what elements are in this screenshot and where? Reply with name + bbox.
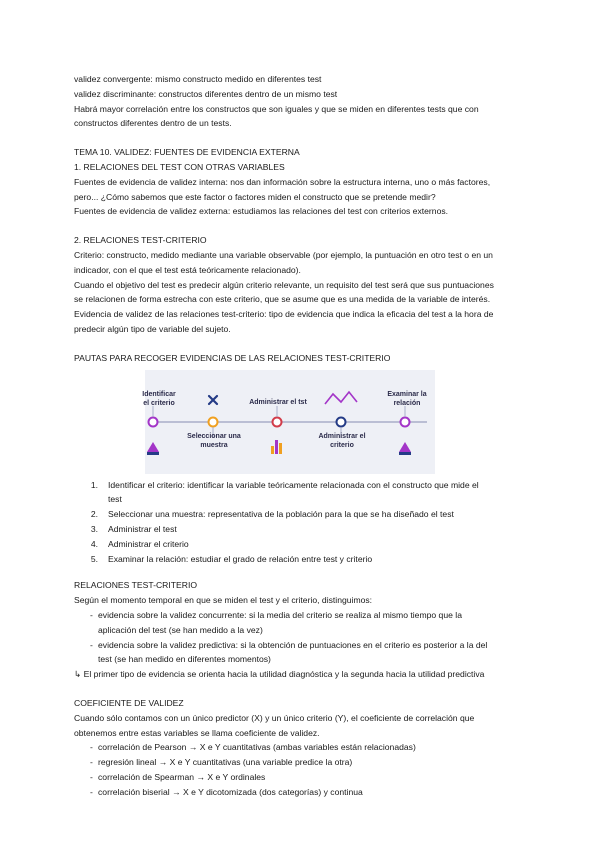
list-item: - correlación de Spearman → X e Y ordinales [90, 771, 266, 782]
list-item: - evidencia sobre la validez concurrente: si la media del criterio se realiza al mismo tiempo que la aplicación del test (se han medido a la vez) [90, 609, 462, 635]
text-line: indicador, con el que el test está teóricamente relacionado). [74, 264, 301, 275]
triangle-icon [147, 442, 159, 455]
text-line: predecir algún tipo de variable del sujeto. [74, 323, 231, 334]
section-heading: 1. RELACIONES DEL TEST CON OTRAS VARIABLES [74, 161, 285, 172]
list-item: 2. Seleccionar una muestra: representativa de la población para la que se ha diseñado el test [90, 509, 454, 520]
text-line: validez discriminante: constructos diferentes dentro de un mismo test [74, 88, 338, 99]
text-line: Fuentes de evidencia de validez interna: nos dan información sobre la estructura interna, uno o más factores, [74, 176, 491, 187]
text-line: validez convergente: mismo constructo medido en diferentes test [74, 74, 322, 84]
step4-node [337, 417, 346, 426]
text-line: Según el momento temporal en que se miden el test y el criterio, distinguimos: [74, 595, 373, 606]
step1-label: Identificar el criterio [142, 390, 176, 407]
section-heading: PAUTAS PARA RECOGER EVIDENCIAS DE LAS RELACIONES TEST-CRITERIO [74, 352, 391, 363]
list-item: - regresión lineal → X e Y cuantitativas (una variable predice la otra) [90, 757, 353, 768]
text-line: Cuando sólo contamos con un único predictor (X) y un único criterio (Y), el coeficiente de correlación que [74, 712, 475, 723]
step2-node [209, 417, 218, 426]
list-item: 4. Administrar el criterio [90, 538, 189, 549]
step5-node [401, 417, 410, 426]
bullet-list [74, 608, 534, 667]
step1-node [149, 417, 158, 426]
bar-chart-icon [271, 440, 282, 454]
steps-list [74, 478, 534, 567]
process-timeline-graphic [145, 370, 435, 474]
step3-node [273, 417, 282, 426]
list-item: - evidencia sobre la validez predictiva: si la obtención de puntuaciones en el criterio es posterior a la del test (se han medido en diferentes momentos) [90, 639, 488, 665]
text-line: obtenemos entre estas variables se llama coeficiente de validez. [74, 727, 320, 738]
step4-label: Administrar el criterio [318, 432, 366, 449]
list-item: 3. Administrar el test [90, 523, 177, 534]
close-icon [209, 396, 217, 404]
topic-title: TEMA 10. VALIDEZ: FUENTES DE EVIDENCIA EXTERNA [74, 147, 300, 158]
text-line: Criterio: constructo, medido mediante una variable observable (por ejemplo, la puntuación en otro test o en un [74, 249, 493, 260]
process-infographic [142, 370, 435, 474]
section-heading: RELACIONES TEST-CRITERIO [74, 580, 198, 591]
triangle-icon [399, 442, 411, 455]
step2-label: Seleccionar una muestra [187, 432, 241, 449]
step5-label: Examinar la relación [387, 390, 427, 407]
text-line: Fuentes de evidencia de validez externa: estudiamos las relaciones del test con criterios externos. [74, 206, 449, 217]
document-page [74, 72, 534, 799]
text-line: ↳ El primer tipo de evidencia se orienta hacia la utilidad diagnóstica y la segunda hacia la utilidad predictiva [74, 669, 485, 680]
bullet-list [74, 740, 534, 799]
text-line: Cuando el objetivo del test es predecir algún criterio relevante, un requisito del test será que sus puntuaciones [74, 279, 494, 290]
list-item: - correlación biserial → X e Y dicotomizada (dos categorías) y continua [90, 786, 363, 797]
step3-label: Administrar el tst [249, 398, 307, 406]
text-line: constructos diferentes dentro de un tests. [74, 118, 232, 129]
text-line: pero... ¿Cómo sabemos que este factor o factores miden el constructo que se pretende medir? [74, 191, 436, 202]
text-line: se relacionen de forma estrecha con este criterio, que se asume que es una medida de la variable de interés. [74, 294, 491, 305]
trend-icon [325, 392, 357, 404]
text-line: Evidencia de validez de las relaciones test-criterio: tipo de evidencia que indica la eficacia del test a la hora de [74, 309, 494, 320]
text-line: Habrá mayor correlación entre los constructos que son iguales y que se miden en diferentes tests que con [74, 103, 479, 114]
list-item: - correlación de Pearson → X e Y cuantitativas (ambas variables están relacionadas) [90, 742, 416, 753]
list-item: 5. Examinar la relación: estudiar el grado de relación entre test y criterio [90, 553, 373, 564]
list-item: 1. Identificar el criterio: identificar la variable teóricamente relacionada con el constructo que mide el test [90, 479, 479, 505]
section-heading: COEFICIENTE DE VALIDEZ [74, 697, 184, 708]
section-heading: 2. RELACIONES TEST-CRITERIO [74, 235, 207, 246]
